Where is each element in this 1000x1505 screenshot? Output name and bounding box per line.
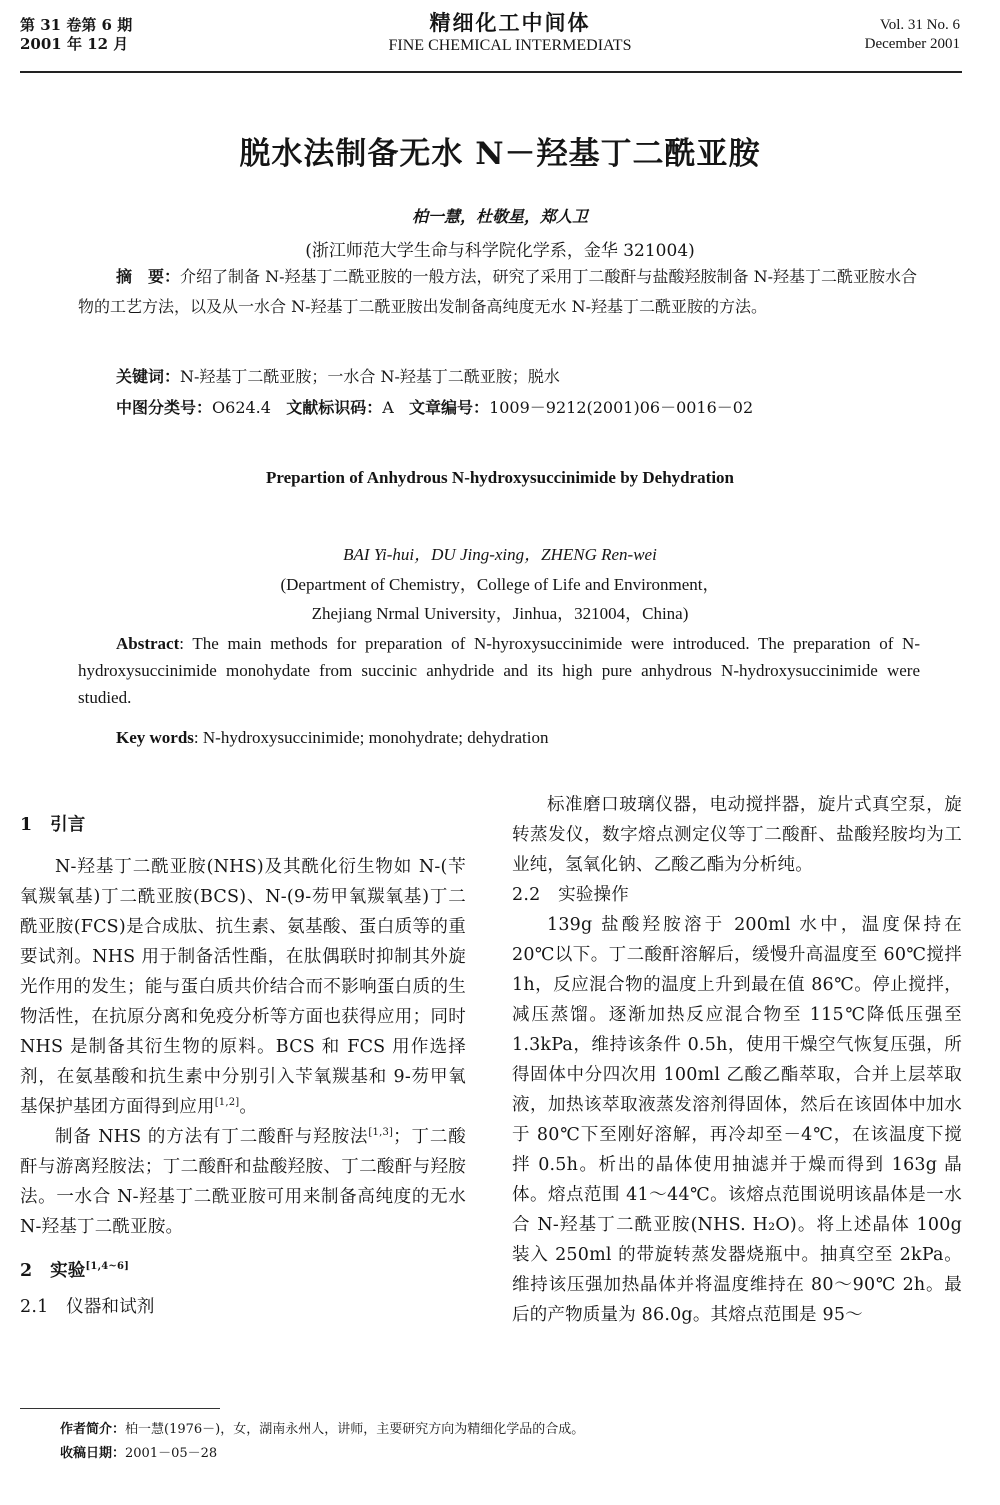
body-left-column <box>20 810 466 1322</box>
date-en: December 2001 <box>864 36 960 52</box>
section-2-1-text: 标准磨口玻璃仪器，电动搅拌器，旋片式真空泵，旋转蒸发仪，数字熔点测定仪等丁二酸酐、盐酸羟胺均为工业纯，氢氧化钠、乙酸乙酯为分析纯。 <box>512 795 962 875</box>
journal-name-en: FINE CHEMICAL INTERMEDIATS <box>388 37 632 54</box>
footnote-author <box>60 1418 960 1442</box>
issue-info-en <box>865 16 960 54</box>
footnote-date-label: 收稿日期： <box>60 1446 126 1461</box>
keywords-label-cn: 关键词： <box>116 367 181 386</box>
paper-title-cn: 脱水法制备无水 N－羟基丁二酰亚胺 <box>239 136 761 172</box>
doc-code-value: A <box>382 398 394 417</box>
section-2-2-text: 139g 盐酸羟胺溶于 200ml 水中，温度保持在 20℃以下。丁二酸酐溶解后，缓慢升高温度至 60℃搅拌 1h，反应混合物的温度上升到最在值 86℃。停止搅拌，减压蒸馏。逐渐加热反应混合物至 115℃降低压强至 1.3kPa，维持该条件 0.5h，使用干燥空气恢复压强，所得固体中分四次用 100ml 乙酸乙酯萃取，合并上层萃取液，加热该萃取液蒸发溶剂得固体，然后在该固体中加水于 80℃下至刚好溶解，再冷却至－4℃，在该温度下搅拌 0.5h。析出的晶体使用抽滤并于燥而得到 163g 晶体。熔点范围 41～44℃。该熔点范围说明该晶体是一水合 N-羟基丁二酰亚胺(NHS. H₂O)。将上述晶体 100g 装入 250ml 的带旋转蒸发器烧瓶中。抽真空至 2kPa。维持该压强加热晶体并将温度维持在 80～90℃ 2h。最后的产物质量为 86.0g。其熔点范围是 95～ <box>512 915 962 1325</box>
sec1-p1-text: N-羟基丁二酰亚胺(NHS)及其酰化衍生物如 N-(苄氧羰氧基)丁二酰亚胺(BCS)、N-(9-芴甲氧羰氧基)丁二酰亚胺(FCS)是合成肽、抗生素、氨基酸、蛋白质等的重要试剂。NHS 用于制备活性酯，在肽偶联时抑制其外旋光作用的发生；能与蛋白质共价结合而不影响蛋白质的生物活性，在抗原分离和免疫分析等方面也获得应用；同时 NHS 是制备其衍生物的原料。BCS 和 FCS 用作选择剂，在氨基酸和抗生素中分别引入苄氧羰基和 9-芴甲氧基保护基团方面得到应用 <box>20 857 466 1117</box>
issue-info-cn <box>20 16 132 54</box>
section-2-heading <box>20 1256 466 1286</box>
keywords-label-en: Key words <box>116 728 194 747</box>
abstract-text-en: : The main methods for preparation of N-hyroxysuccinimide were introduced. The preparation of N-hydroxysuccinimide monohydate from succinic anhydride and its high pure anhydrous N-hydroxysuccinimide were studied. <box>78 634 920 707</box>
article-no-value: 1009－9212(2001)06－0016－02 <box>489 398 754 417</box>
citation-1-3: [1,3] <box>368 1127 394 1139</box>
citation-1-2: [1,2] <box>214 1097 240 1109</box>
footnote-received <box>60 1442 960 1466</box>
citation-1-4-6: [1,4~6] <box>85 1261 130 1273</box>
abstract-label-en: Abstract <box>116 634 180 653</box>
affiliation-en-line2: Zhejiang Nrmal University，Jinhua，321004，China) <box>311 604 689 623</box>
header-rule <box>20 71 962 73</box>
affiliation-en-line1: (Department of Chemistry，College of Life and Environment， <box>280 575 720 594</box>
classification-line <box>116 394 753 422</box>
footnote-rule <box>20 1408 220 1409</box>
abstract-cn <box>78 262 920 322</box>
keywords-text-en: : N-hydroxysuccinimide; monohydrate; dehydration <box>193 728 549 747</box>
sec1-p1-end: 。 <box>239 1097 258 1117</box>
section-1-paragraph-1 <box>20 852 466 1122</box>
abstract-label-cn: 摘 要： <box>116 267 181 286</box>
section-1-heading: 1 引言 <box>20 815 86 835</box>
abstract-en <box>78 630 920 711</box>
sec2-heading-text: 2 实验 <box>20 1261 86 1281</box>
doc-code-label: 文献标识码： <box>286 398 383 417</box>
journal-name <box>300 10 720 56</box>
clc-value: O624.4 <box>212 398 271 417</box>
section-2-1-heading: 2.1 仪器和试剂 <box>20 1297 155 1317</box>
article-no-label: 文章编号： <box>409 398 490 417</box>
footnote-date-text: 2001－05－28 <box>125 1446 218 1461</box>
body-right-column <box>512 790 962 1330</box>
sec1-p2-text-b: ；丁二酸酐与游离羟胺法；丁二酸酐和盐酸羟胺、丁二酸酐与羟胺法。一水合 N-羟基丁二酰亚胺可用来制备高纯度的无水 N-羟基丁二酰亚胺。 <box>20 1127 466 1237</box>
journal-name-cn: 精细化工中间体 <box>429 10 591 35</box>
keywords-text-cn: N-羟基丁二酰亚胺；一水合 N-羟基丁二酰亚胺；脱水 <box>180 367 560 386</box>
section-1-paragraph-2 <box>20 1122 466 1242</box>
paper-title-en: Prepartion of Anhydrous N-hydroxysuccinimide by Dehydration <box>265 468 735 487</box>
authors-cn: 柏一慧，杜敬星，郑人卫 <box>411 207 588 226</box>
keywords-cn <box>116 363 560 391</box>
section-2-2-heading: 2.2 实验操作 <box>512 885 629 905</box>
clc-label: 中图分类号： <box>116 398 213 417</box>
footnote-author-text: 柏一慧(1976－)，女，湖南永州人，讲师，主要研究方向为精细化学品的合成。 <box>125 1422 585 1437</box>
keywords-en <box>78 724 920 751</box>
volume-en: Vol. 31 No. 6 <box>879 17 960 33</box>
authors-en: BAI Yi-hui，DU Jing-xing，ZHENG Ren-wei <box>343 545 657 564</box>
sec1-p2-text-a: 制备 NHS 的方法有丁二酸酐与羟胺法 <box>55 1127 369 1147</box>
affiliation-cn: (浙江师范大学生命与科学院化学系，金华 321004) <box>305 241 695 261</box>
abstract-text-cn: 介绍了制备 N-羟基丁二酰亚胺的一般方法，研究了采用丁二酸酐与盐酸羟胺制备 N-羟基丁二酰亚胺水合物的工艺方法，以及从一水合 N-羟基丁二酰亚胺出发制备高纯度无水 N-羟基丁二酰亚胺的方法。 <box>78 267 918 316</box>
volume-cn: 第 31 卷第 6 期 <box>20 16 133 34</box>
date-cn: 2001 年 12 月 <box>20 35 129 53</box>
footnote-author-label: 作者简介： <box>60 1422 126 1437</box>
